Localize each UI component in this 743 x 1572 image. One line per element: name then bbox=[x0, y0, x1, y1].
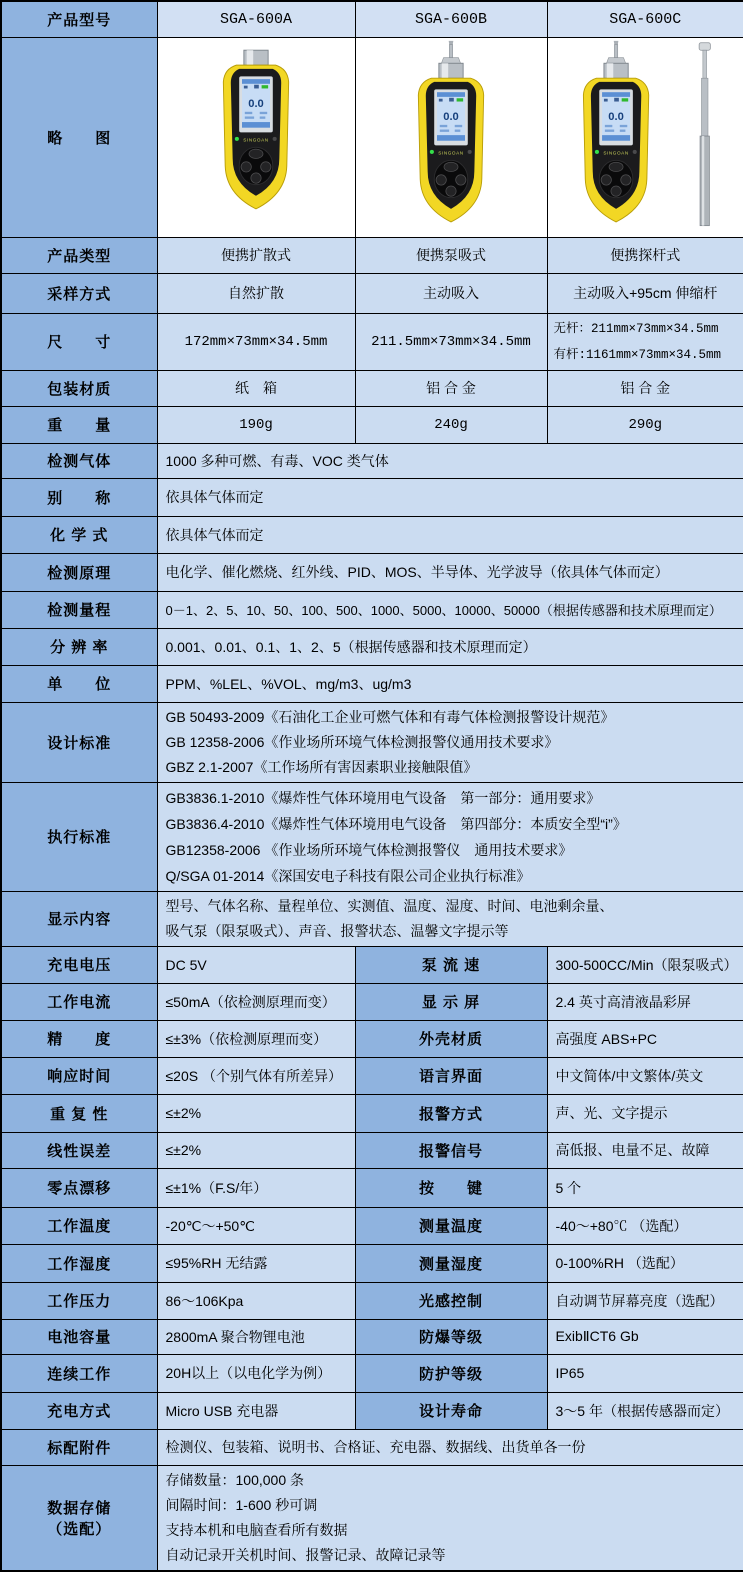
chemical-formula-value: 依具体气体而定 bbox=[157, 516, 743, 553]
working-humidity-value: ≤95%RH 无结露 bbox=[157, 1244, 355, 1282]
display-screen-value: 2.4 英寸高清液晶彩屏 bbox=[547, 983, 743, 1020]
display-content-line: 吸气泵（限泵吸式）、声音、报警状态、温馨文字提示等 bbox=[165, 922, 509, 939]
label-execution-standards: 执行标准 bbox=[1, 782, 157, 891]
label-detection-range: 检测量程 bbox=[1, 591, 157, 628]
row-linearity-error-alarm-signal bbox=[1, 1132, 743, 1168]
row-response-time-language bbox=[1, 1057, 743, 1094]
label-working-temperature: 工作温度 bbox=[1, 1207, 157, 1244]
row-accuracy-housing-material bbox=[1, 1020, 743, 1057]
row-alias bbox=[1, 478, 743, 516]
execution-standard-line: Q/SGA 01-2014《深国安电子科技有限公司企业执行标准》 bbox=[165, 867, 531, 884]
photo-cell-sga-600a bbox=[157, 37, 355, 237]
label-chemical-formula: 化 学 式 bbox=[1, 516, 157, 553]
dimensions-a: 172mm×73mm×34.5mm bbox=[157, 313, 355, 370]
photo-cell-sga-600c bbox=[547, 37, 743, 237]
row-working-pressure-light-sensing bbox=[1, 1282, 743, 1319]
row-display-content bbox=[1, 891, 743, 946]
label-design-life: 设计寿命 bbox=[355, 1392, 547, 1429]
label-measuring-humidity: 测量湿度 bbox=[355, 1244, 547, 1282]
label-working-current: 工作电流 bbox=[1, 983, 157, 1020]
row-standard-accessories bbox=[1, 1429, 743, 1465]
row-packaging-material bbox=[1, 370, 743, 406]
display-content-line: 型号、气体名称、量程单位、实测值、温度、湿度、时间、电池剩余量、 bbox=[165, 897, 614, 914]
row-detected-gases bbox=[1, 443, 743, 478]
housing-material-value: 高强度 ABS+PC bbox=[547, 1020, 743, 1057]
sampling-method-c: 主动吸入+95cm 伸缩杆 bbox=[547, 273, 743, 313]
header-label-product-model: 产品型号 bbox=[1, 1, 157, 37]
label-continuous-working: 连续工作 bbox=[1, 1354, 157, 1392]
weight-a: 190g bbox=[157, 406, 355, 443]
label-sampling-method: 采样方式 bbox=[1, 273, 157, 313]
label-working-humidity: 工作湿度 bbox=[1, 1244, 157, 1282]
accuracy-value: ≤±3%（依检测原理而变） bbox=[157, 1020, 355, 1057]
charging-method-value: Micro USB 充电器 bbox=[157, 1392, 355, 1429]
measuring-temperature-value: -40～+80℃ （选配） bbox=[547, 1207, 743, 1244]
label-explosion-proof-grade: 防爆等级 bbox=[355, 1319, 547, 1354]
dimensions-c-no-rod: 无杆：211mm×73mm×34.5mm bbox=[553, 321, 719, 336]
data-storage-line: 自动记录开关机时间、报警记录、故障记录等 bbox=[165, 1546, 446, 1563]
label-standard-accessories: 标配附件 bbox=[1, 1429, 157, 1465]
repeatability-value: ≤±2% bbox=[157, 1094, 355, 1132]
label-alias: 别 称 bbox=[1, 478, 157, 516]
resolution-value: 0.001、0.01、0.1、1、2、5（根据传感器和技术原理而定） bbox=[157, 628, 743, 665]
label-sketch: 略 图 bbox=[1, 37, 157, 237]
device-pump-photo bbox=[391, 39, 511, 235]
row-continuous-working-protection-grade bbox=[1, 1354, 743, 1392]
row-working-current-display-screen bbox=[1, 983, 743, 1020]
label-detection-principle: 检测原理 bbox=[1, 553, 157, 591]
linearity-error-value: ≤±2% bbox=[157, 1132, 355, 1168]
alarm-signal-value: 高低报、电量不足、故障 bbox=[547, 1132, 743, 1168]
label-charging-voltage: 充电电压 bbox=[1, 946, 157, 983]
label-working-pressure: 工作压力 bbox=[1, 1282, 157, 1319]
detection-range-value: 0－1、2、5、10、50、100、500、1000、5000、10000、50000（根据传感器和技术原理而定） bbox=[157, 591, 743, 628]
working-temperature-value: -20℃～+50℃ bbox=[157, 1207, 355, 1244]
label-measuring-temperature: 测量温度 bbox=[355, 1207, 547, 1244]
label-resolution: 分 辨 率 bbox=[1, 628, 157, 665]
row-detection-principle bbox=[1, 553, 743, 591]
photo-cell-sga-600b bbox=[355, 37, 547, 237]
working-pressure-value: 86～106Kpa bbox=[157, 1282, 355, 1319]
row-zero-drift-buttons bbox=[1, 1168, 743, 1207]
dimensions-c bbox=[547, 313, 743, 370]
sketch-row bbox=[1, 37, 743, 237]
label-display-content: 显示内容 bbox=[1, 891, 157, 946]
weight-c: 290g bbox=[547, 406, 743, 443]
design-standards-value bbox=[157, 702, 743, 782]
telescopic-rod-graphic bbox=[699, 43, 710, 226]
label-charging-method: 充电方式 bbox=[1, 1392, 157, 1429]
row-chemical-formula bbox=[1, 516, 743, 553]
battery-capacity-value: 2800mA 聚合物锂电池 bbox=[157, 1319, 355, 1354]
row-repeatability-alarm-mode bbox=[1, 1094, 743, 1132]
sampling-method-a: 自然扩散 bbox=[157, 273, 355, 313]
packaging-b: 铝 合 金 bbox=[355, 370, 547, 406]
design-standard-line: GBZ 2.1-2007《工作场所有害因素职业接触限值》 bbox=[165, 758, 478, 775]
continuous-working-value: 20H以上（以电化学为例） bbox=[157, 1354, 355, 1392]
label-weight: 重 量 bbox=[1, 406, 157, 443]
label-language-ui: 语言界面 bbox=[355, 1057, 547, 1094]
working-current-value: ≤50mA（依检测原理而变） bbox=[157, 983, 355, 1020]
display-content-value bbox=[157, 891, 743, 946]
weight-b: 240g bbox=[355, 406, 547, 443]
pump-flow-value: 300-500CC/Min（限泵吸式） bbox=[547, 946, 743, 983]
detection-principle-value: 电化学、催化燃烧、红外线、PID、MOS、半导体、光学波导（依具体气体而定） bbox=[157, 553, 743, 591]
standard-accessories-value: 检测仪、包装箱、说明书、合格证、充电器、数据线、出货单各一份 bbox=[157, 1429, 743, 1465]
detected-gases-value: 1000 多种可燃、有毒、VOC 类气体 bbox=[157, 443, 743, 478]
label-battery-capacity: 电池容量 bbox=[1, 1319, 157, 1354]
design-standard-line: GB 50493-2009《石油化工企业可燃气体和有毒气体检测报警设计规范》 bbox=[165, 708, 615, 725]
dimensions-c-with-rod: 有杆:1161mm×73mm×34.5mm bbox=[553, 347, 722, 362]
product-type-c: 便携探杆式 bbox=[547, 237, 743, 273]
row-execution-standards bbox=[1, 782, 743, 891]
row-detection-range bbox=[1, 591, 743, 628]
row-unit bbox=[1, 665, 743, 702]
row-working-humidity-measuring-humidity bbox=[1, 1244, 743, 1282]
product-type-b: 便携泵吸式 bbox=[355, 237, 547, 273]
product-type-a: 便携扩散式 bbox=[157, 237, 355, 273]
row-dimensions bbox=[1, 313, 743, 370]
light-sensing-control-value: 自动调节屏幕亮度（选配） bbox=[547, 1282, 743, 1319]
alias-value: 依具体气体而定 bbox=[157, 478, 743, 516]
charging-voltage-value: DC 5V bbox=[157, 946, 355, 983]
alarm-mode-value: 声、光、文字提示 bbox=[547, 1094, 743, 1132]
execution-standards-value bbox=[157, 782, 743, 891]
execution-standard-line: GB3836.1-2010《爆炸性气体环境用电气设备 第一部分：通用要求》 bbox=[165, 789, 601, 806]
data-storage-label-line: 数据存储 bbox=[47, 1499, 112, 1517]
label-response-time: 响应时间 bbox=[1, 1057, 157, 1094]
measuring-humidity-value: 0-100%RH （选配） bbox=[547, 1244, 743, 1282]
row-resolution bbox=[1, 628, 743, 665]
header-model-sga-600b: SGA-600B bbox=[355, 1, 547, 37]
label-pump-flow: 泵 流 速 bbox=[355, 946, 547, 983]
header-row bbox=[1, 1, 743, 37]
label-accuracy: 精 度 bbox=[1, 1020, 157, 1057]
label-unit: 单 位 bbox=[1, 665, 157, 702]
device-diffusion-photo bbox=[196, 39, 316, 235]
data-storage-label-line: （选配） bbox=[47, 1520, 112, 1538]
row-product-type bbox=[1, 237, 743, 273]
design-life-value: 3～5 年（根据传感器而定） bbox=[547, 1392, 743, 1429]
row-battery-capacity-explosion-proof bbox=[1, 1319, 743, 1354]
buttons-value: 5 个 bbox=[547, 1168, 743, 1207]
label-product-type: 产品类型 bbox=[1, 237, 157, 273]
label-light-sensing-control: 光感控制 bbox=[355, 1282, 547, 1319]
row-charging-method-design-life bbox=[1, 1392, 743, 1429]
design-standard-line: GB 12358-2006《作业场所环境气体检测报警仪通用技术要求》 bbox=[165, 733, 559, 750]
row-weight bbox=[1, 406, 743, 443]
execution-standard-line: GB12358-2006 《作业场所环境气体检测报警仪 通用技术要求》 bbox=[165, 841, 573, 858]
row-charging-voltage-pump-flow bbox=[1, 946, 743, 983]
language-ui-value: 中文简体/中文繁体/英文 bbox=[547, 1057, 743, 1094]
label-housing-material: 外壳材质 bbox=[355, 1020, 547, 1057]
row-data-storage bbox=[1, 1465, 743, 1571]
header-model-sga-600c: SGA-600C bbox=[547, 1, 743, 37]
data-storage-line: 间隔时间：1-600 秒可调 bbox=[165, 1496, 318, 1513]
label-repeatability: 重 复 性 bbox=[1, 1094, 157, 1132]
data-storage-line: 存储数量：100,000 条 bbox=[165, 1471, 304, 1488]
label-buttons: 按 键 bbox=[355, 1168, 547, 1207]
label-data-storage bbox=[1, 1465, 157, 1571]
explosion-proof-grade-value: ExibⅡCT6 Gb bbox=[547, 1319, 743, 1354]
label-dimensions: 尺 寸 bbox=[1, 313, 157, 370]
sampling-method-b: 主动吸入 bbox=[355, 273, 547, 313]
label-design-standards: 设计标准 bbox=[1, 702, 157, 782]
header-model-sga-600a: SGA-600A bbox=[157, 1, 355, 37]
response-time-value: ≤20S （个别气体有所差异） bbox=[157, 1057, 355, 1094]
zero-drift-value: ≤±1%（F.S/年） bbox=[157, 1168, 355, 1207]
label-detected-gases: 检测气体 bbox=[1, 443, 157, 478]
execution-standard-line: GB3836.4-2010《爆炸性气体环境用电气设备 第四部分：本质安全型“i”》 bbox=[165, 815, 627, 832]
data-storage-line: 支持本机和电脑查看所有数据 bbox=[165, 1521, 348, 1538]
row-sampling-method bbox=[1, 273, 743, 313]
packaging-c: 铝 合 金 bbox=[547, 370, 743, 406]
row-working-temp-measuring-temp bbox=[1, 1207, 743, 1244]
protection-grade-value: IP65 bbox=[547, 1354, 743, 1392]
row-design-standards bbox=[1, 702, 743, 782]
label-alarm-mode: 报警方式 bbox=[355, 1094, 547, 1132]
data-storage-value bbox=[157, 1465, 743, 1571]
packaging-a: 纸 箱 bbox=[157, 370, 355, 406]
label-alarm-signal: 报警信号 bbox=[355, 1132, 547, 1168]
label-packaging-material: 包装材质 bbox=[1, 370, 157, 406]
label-linearity-error: 线性误差 bbox=[1, 1132, 157, 1168]
label-protection-grade: 防护等级 bbox=[355, 1354, 547, 1392]
dimensions-b: 211.5mm×73mm×34.5mm bbox=[355, 313, 547, 370]
label-zero-drift: 零点漂移 bbox=[1, 1168, 157, 1207]
unit-value: PPM、%LEL、%VOL、mg/m3、ug/m3 bbox=[157, 665, 743, 702]
label-display-screen: 显 示 屏 bbox=[355, 983, 547, 1020]
device-probe-photo bbox=[560, 39, 730, 235]
